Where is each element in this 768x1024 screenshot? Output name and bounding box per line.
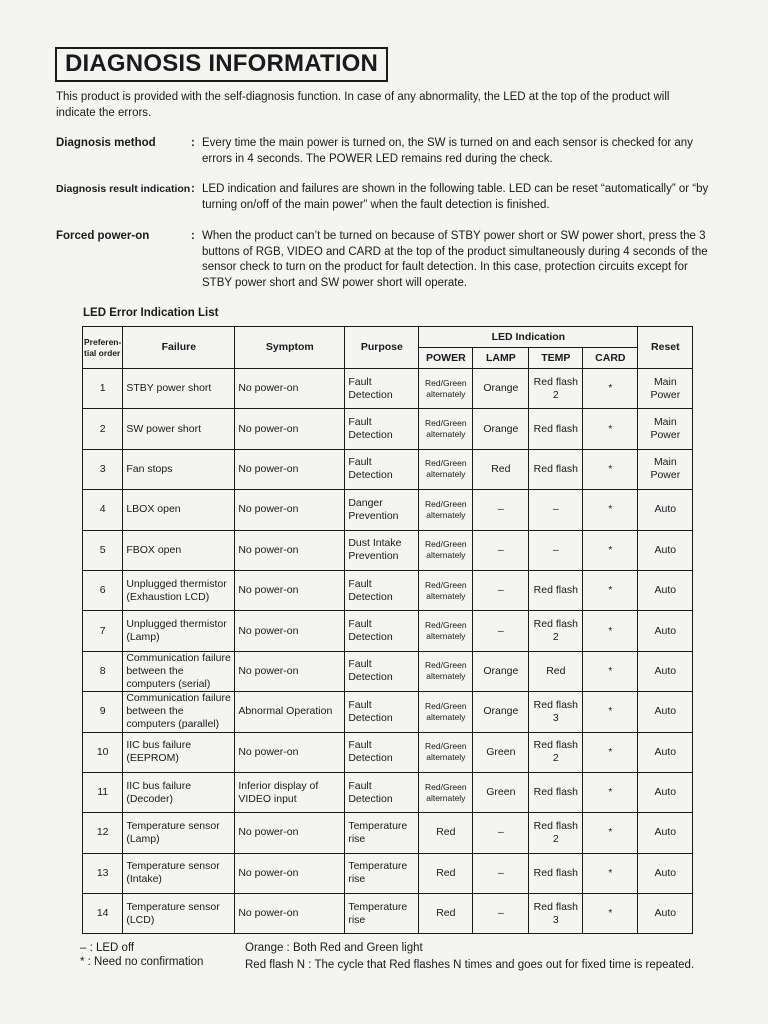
cell-temp: Red bbox=[529, 651, 583, 691]
cell-purpose: Fault Detection bbox=[345, 772, 419, 812]
cell-purpose: Temperature rise bbox=[345, 813, 419, 853]
legend-orange: Orange : Both Red and Green light bbox=[245, 942, 423, 954]
cell-order: 8 bbox=[83, 651, 123, 691]
cell-card: * bbox=[583, 409, 638, 449]
cell-purpose: Dust Intake Prevention bbox=[345, 530, 419, 570]
intro-paragraph: This product is provided with the self-diagnosis function. In case of any abnormality, the LED at the top of the product will indicate the errors. bbox=[56, 91, 670, 119]
header-card: CARD bbox=[583, 348, 638, 369]
cell-failure: Temperature sensor (Lamp) bbox=[123, 813, 235, 853]
cell-order: 5 bbox=[83, 530, 123, 570]
header-reset: Reset bbox=[638, 327, 693, 369]
cell-reset: Main Power bbox=[638, 369, 693, 409]
cell-power: Red/Green alternately bbox=[419, 692, 473, 732]
cell-order: 13 bbox=[83, 853, 123, 893]
cell-lamp: Red bbox=[473, 449, 529, 489]
cell-failure: LBOX open bbox=[123, 490, 235, 530]
cell-card: * bbox=[583, 692, 638, 732]
cell-card: * bbox=[583, 611, 638, 651]
header-led-indication: LED Indication bbox=[419, 327, 638, 348]
section-colon: : bbox=[191, 183, 195, 195]
cell-symptom: No power-on bbox=[235, 853, 345, 893]
cell-reset: Auto bbox=[638, 490, 693, 530]
cell-lamp: – bbox=[473, 530, 529, 570]
cell-card: * bbox=[583, 651, 638, 691]
cell-lamp: – bbox=[473, 611, 529, 651]
cell-power: Red bbox=[419, 894, 473, 934]
cell-reset: Auto bbox=[638, 570, 693, 610]
cell-card: * bbox=[583, 813, 638, 853]
section-colon: : bbox=[191, 137, 195, 149]
table-row bbox=[83, 570, 693, 610]
cell-power: Red/Green alternately bbox=[419, 530, 473, 570]
cell-failure: Temperature sensor (LCD) bbox=[123, 894, 235, 934]
cell-symptom: Inferior display of VIDEO input bbox=[235, 772, 345, 812]
cell-power: Red/Green alternately bbox=[419, 651, 473, 691]
cell-purpose: Fault Detection bbox=[345, 409, 419, 449]
header-temp: TEMP bbox=[529, 348, 583, 369]
cell-order: 4 bbox=[83, 490, 123, 530]
cell-order: 14 bbox=[83, 894, 123, 934]
cell-reset: Auto bbox=[638, 611, 693, 651]
table-row bbox=[83, 530, 693, 570]
cell-failure: Fan stops bbox=[123, 449, 235, 489]
cell-temp: Red flash bbox=[529, 449, 583, 489]
table-row bbox=[83, 894, 693, 934]
section-colon: : bbox=[191, 230, 195, 242]
header-purpose: Purpose bbox=[345, 327, 419, 369]
cell-temp: Red flash 2 bbox=[529, 732, 583, 772]
cell-order: 6 bbox=[83, 570, 123, 610]
cell-lamp: Orange bbox=[473, 369, 529, 409]
cell-temp: Red flash bbox=[529, 409, 583, 449]
cell-card: * bbox=[583, 369, 638, 409]
cell-failure: Communication failure between the computers (serial) bbox=[123, 651, 235, 691]
cell-reset: Auto bbox=[638, 732, 693, 772]
table-row bbox=[83, 409, 693, 449]
cell-symptom: No power-on bbox=[235, 651, 345, 691]
table-row bbox=[83, 732, 693, 772]
cell-order: 2 bbox=[83, 409, 123, 449]
table-row bbox=[83, 813, 693, 853]
cell-temp: – bbox=[529, 490, 583, 530]
cell-card: * bbox=[583, 530, 638, 570]
cell-lamp: – bbox=[473, 813, 529, 853]
cell-temp: Red flash 2 bbox=[529, 813, 583, 853]
cell-failure: Unplugged thermistor (Exhaustion LCD) bbox=[123, 570, 235, 610]
legend-red-flash: Red flash N : The cycle that Red flashes N times and goes out for fixed time is repeated. bbox=[245, 959, 695, 971]
cell-lamp: – bbox=[473, 894, 529, 934]
table-row bbox=[83, 651, 693, 691]
cell-power: Red/Green alternately bbox=[419, 611, 473, 651]
header-failure: Failure bbox=[123, 327, 235, 369]
cell-reset: Auto bbox=[638, 853, 693, 893]
cell-failure: SW power short bbox=[123, 409, 235, 449]
cell-symptom: No power-on bbox=[235, 570, 345, 610]
cell-card: * bbox=[583, 894, 638, 934]
cell-lamp: Green bbox=[473, 772, 529, 812]
cell-symptom: No power-on bbox=[235, 732, 345, 772]
cell-failure: Temperature sensor (Intake) bbox=[123, 853, 235, 893]
legend-led-off: – : LED off bbox=[80, 942, 135, 954]
header-lamp: LAMP bbox=[473, 348, 529, 369]
cell-purpose: Fault Detection bbox=[345, 611, 419, 651]
cell-symptom: Abnormal Operation bbox=[235, 692, 345, 732]
cell-symptom: No power-on bbox=[235, 530, 345, 570]
cell-power: Red/Green alternately bbox=[419, 490, 473, 530]
section-text: Every time the main power is turned on, the SW is turned on and each sensor is checked for any errors in 4 seconds. The POWER LED remains red during the check. bbox=[202, 137, 693, 165]
cell-symptom: No power-on bbox=[235, 490, 345, 530]
cell-lamp: – bbox=[473, 570, 529, 610]
cell-reset: Auto bbox=[638, 813, 693, 853]
cell-symptom: No power-on bbox=[235, 369, 345, 409]
cell-order: 12 bbox=[83, 813, 123, 853]
cell-failure: Unplugged thermistor (Lamp) bbox=[123, 611, 235, 651]
cell-card: * bbox=[583, 490, 638, 530]
cell-purpose: Temperature rise bbox=[345, 894, 419, 934]
page-title: DIAGNOSIS INFORMATION bbox=[55, 47, 388, 82]
table-row bbox=[83, 369, 693, 409]
cell-lamp: Orange bbox=[473, 409, 529, 449]
cell-order: 9 bbox=[83, 692, 123, 732]
cell-order: 1 bbox=[83, 369, 123, 409]
cell-failure: STBY power short bbox=[123, 369, 235, 409]
legend-need-no-confirmation: * : Need no confirmation bbox=[80, 956, 204, 968]
table-title: LED Error Indication List bbox=[83, 307, 219, 319]
section-label: Diagnosis method bbox=[56, 137, 156, 149]
cell-symptom: No power-on bbox=[235, 611, 345, 651]
cell-lamp: Orange bbox=[473, 651, 529, 691]
cell-power: Red/Green alternately bbox=[419, 570, 473, 610]
cell-reset: Main Power bbox=[638, 409, 693, 449]
section-text: When the product can’t be turned on because of STBY power short or SW power short, press the 3 buttons of RGB, VIDEO and CARD at the top of the product simultaneously during 4 seconds of the sensor check to turn on the product for fault detection. In this case, protection circuits except for STBY power short and SW power short will operate. bbox=[202, 230, 708, 289]
cell-lamp: – bbox=[473, 490, 529, 530]
cell-reset: Main Power bbox=[638, 449, 693, 489]
cell-card: * bbox=[583, 732, 638, 772]
cell-temp: Red flash bbox=[529, 853, 583, 893]
cell-temp: Red flash 2 bbox=[529, 369, 583, 409]
table-row bbox=[83, 853, 693, 893]
led-error-table bbox=[82, 326, 693, 934]
cell-purpose: Temperature rise bbox=[345, 853, 419, 893]
cell-power: Red bbox=[419, 853, 473, 893]
cell-purpose: Fault Detection bbox=[345, 651, 419, 691]
section-text: LED indication and failures are shown in the following table. LED can be reset “automatically” or “by turning on/off of the main power” when the fault detection is finished. bbox=[202, 183, 709, 211]
cell-lamp: – bbox=[473, 853, 529, 893]
cell-power: Red/Green alternately bbox=[419, 772, 473, 812]
table-row bbox=[83, 611, 693, 651]
cell-power: Red bbox=[419, 813, 473, 853]
cell-order: 10 bbox=[83, 732, 123, 772]
cell-power: Red/Green alternately bbox=[419, 369, 473, 409]
cell-lamp: Orange bbox=[473, 692, 529, 732]
cell-symptom: No power-on bbox=[235, 409, 345, 449]
header-power: POWER bbox=[419, 348, 473, 369]
cell-temp: Red flash bbox=[529, 570, 583, 610]
cell-purpose: Fault Detection bbox=[345, 692, 419, 732]
cell-purpose: Fault Detection bbox=[345, 570, 419, 610]
cell-failure: IIC bus failure (Decoder) bbox=[123, 772, 235, 812]
cell-symptom: No power-on bbox=[235, 894, 345, 934]
cell-order: 11 bbox=[83, 772, 123, 812]
cell-symptom: No power-on bbox=[235, 449, 345, 489]
cell-card: * bbox=[583, 570, 638, 610]
cell-power: Red/Green alternately bbox=[419, 449, 473, 489]
cell-failure: IIC bus failure (EEPROM) bbox=[123, 732, 235, 772]
header-symptom: Symptom bbox=[235, 327, 345, 369]
cell-temp: Red flash 2 bbox=[529, 611, 583, 651]
section-label: Diagnosis result indication bbox=[56, 183, 191, 195]
cell-power: Red/Green alternately bbox=[419, 732, 473, 772]
section-label: Forced power-on bbox=[56, 230, 150, 242]
table-row bbox=[83, 449, 693, 489]
table-row bbox=[83, 490, 693, 530]
cell-purpose: Danger Prevention bbox=[345, 490, 419, 530]
cell-purpose: Fault Detection bbox=[345, 732, 419, 772]
cell-failure: Communication failure between the computers (parallel) bbox=[123, 692, 235, 732]
table-row bbox=[83, 772, 693, 812]
cell-card: * bbox=[583, 449, 638, 489]
cell-reset: Auto bbox=[638, 530, 693, 570]
cell-symptom: No power-on bbox=[235, 813, 345, 853]
cell-failure: FBOX open bbox=[123, 530, 235, 570]
cell-reset: Auto bbox=[638, 772, 693, 812]
cell-reset: Auto bbox=[638, 651, 693, 691]
cell-temp: Red flash 3 bbox=[529, 692, 583, 732]
header-order: Preferen-tial order bbox=[83, 327, 123, 369]
cell-purpose: Fault Detection bbox=[345, 449, 419, 489]
cell-reset: Auto bbox=[638, 894, 693, 934]
cell-purpose: Fault Detection bbox=[345, 369, 419, 409]
cell-order: 3 bbox=[83, 449, 123, 489]
cell-temp: Red flash 3 bbox=[529, 894, 583, 934]
table-row bbox=[83, 692, 693, 732]
cell-power: Red/Green alternately bbox=[419, 409, 473, 449]
cell-temp: Red flash bbox=[529, 772, 583, 812]
cell-card: * bbox=[583, 772, 638, 812]
cell-card: * bbox=[583, 853, 638, 893]
cell-reset: Auto bbox=[638, 692, 693, 732]
cell-lamp: Green bbox=[473, 732, 529, 772]
cell-temp: – bbox=[529, 530, 583, 570]
cell-order: 7 bbox=[83, 611, 123, 651]
